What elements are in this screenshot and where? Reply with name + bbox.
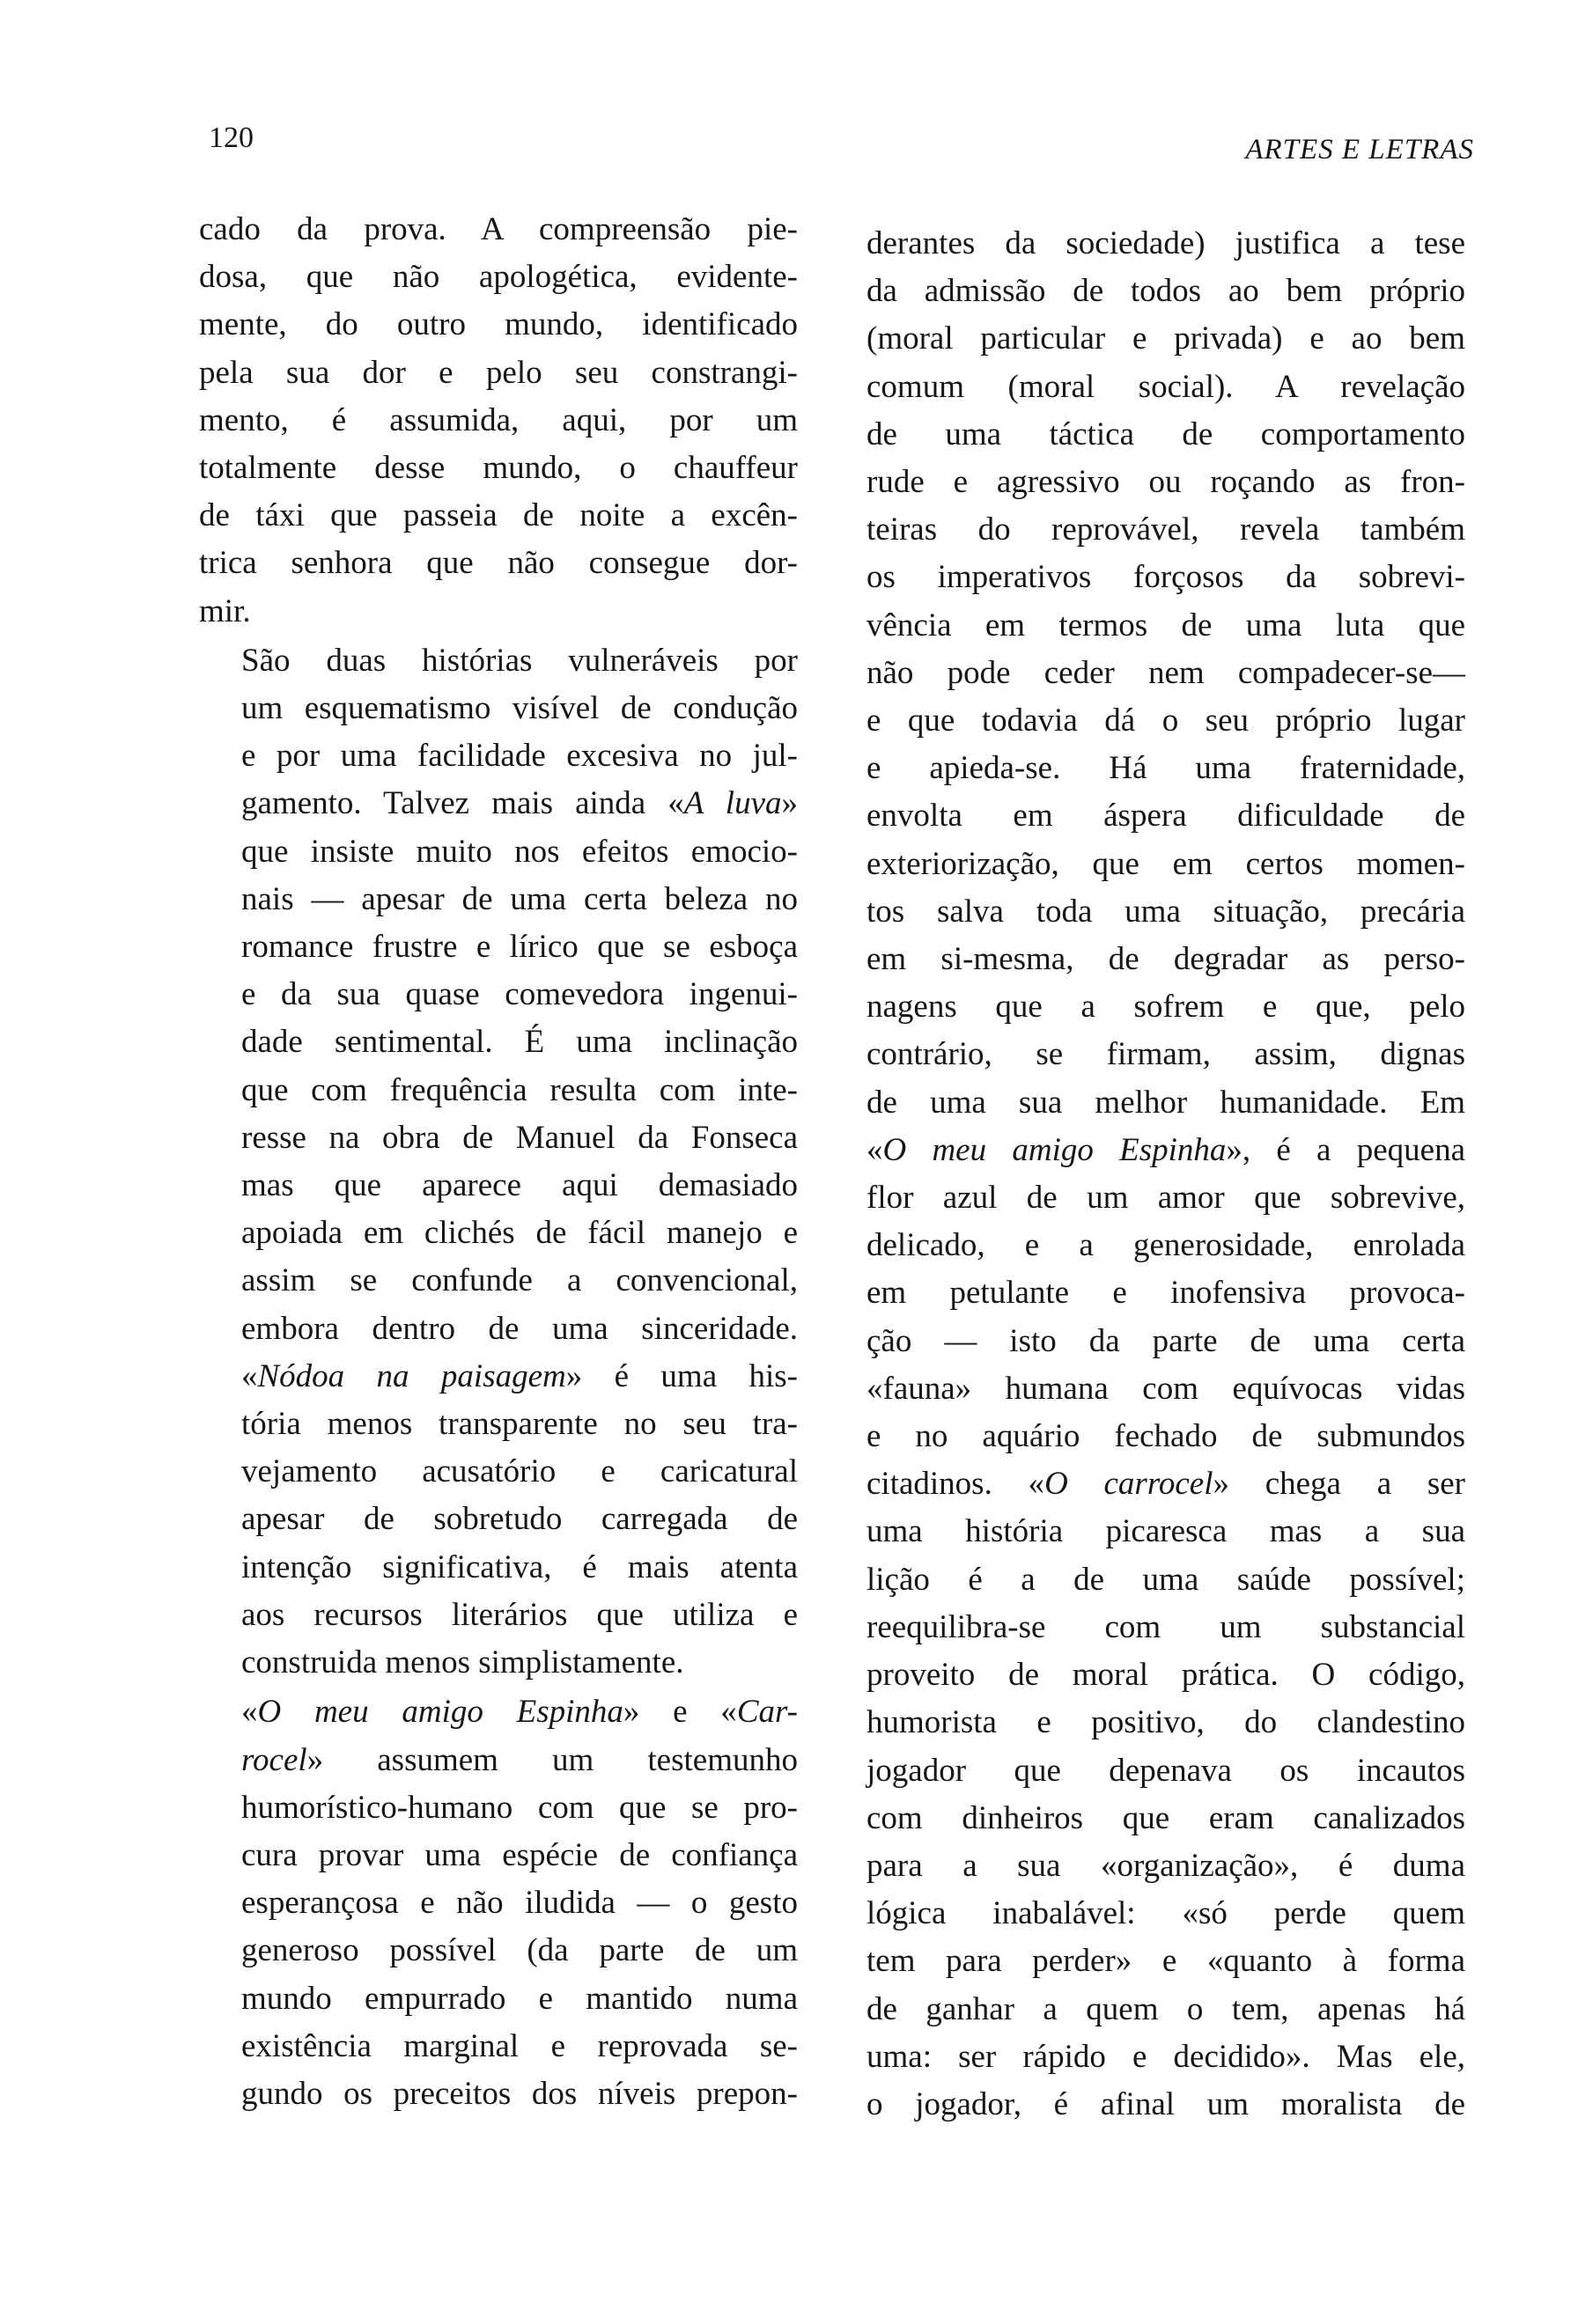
running-head: ARTES E LETRAS (1245, 134, 1474, 165)
text-line: lição é a de uma saúde possível; (866, 1561, 1465, 1598)
text-line: apoiada em clichés de fácil manejo e (241, 1215, 798, 1252)
text-line: de uma táctica de comportamento (866, 416, 1465, 452)
paragraph (199, 637, 798, 1687)
paragraph (199, 1688, 798, 2118)
text-line: tem para perder» e «quanto à forma (866, 1943, 1465, 1980)
text-line: e por uma facilidade excesiva no jul- (241, 738, 798, 775)
text-line: reequilibra-se com um substancial (866, 1608, 1465, 1645)
text-line: existência marginal e reprovada se- (241, 2027, 798, 2064)
text-line: delicado, e a generosidade, enrolada (866, 1227, 1465, 1264)
text-line: humorístico-humano com que se pro- (241, 1789, 798, 1826)
text-line: totalmente desse mundo, o chauffeur (199, 450, 798, 487)
text-line: «Nódoa na paisagem» é uma his- (241, 1357, 798, 1394)
text-line: mente, do outro mundo, identificado (199, 306, 798, 343)
text-line: flor azul de um amor que sobrevive, (866, 1180, 1465, 1217)
text-line: romance frustre e lírico que se esboça (241, 929, 798, 966)
text-line: tos salva toda uma situação, precária (866, 893, 1465, 930)
text-line: pela sua dor e pelo seu constrangi- (199, 354, 798, 391)
text-line: em si-mesma, de degradar as perso- (866, 941, 1465, 978)
text-line: da admissão de todos ao bem próprio (866, 273, 1465, 310)
text-line: intenção significativa, é mais atenta (241, 1548, 798, 1585)
text-line: mas que aparece aqui demasiado (241, 1167, 798, 1204)
text-line: (moral particular e privada) e ao bem (866, 320, 1465, 357)
text-line: aos recursos literários que utiliza e (241, 1596, 798, 1633)
text-line: teiras do reprovável, revela também (866, 511, 1465, 548)
text-line: cado da prova. A compreensão pie- (199, 211, 798, 247)
text-line: São duas histórias vulneráveis por (241, 642, 798, 679)
left-column (199, 206, 798, 2118)
text-line: mir. (199, 592, 251, 629)
text-line: rocel» assumem um testemunho (241, 1741, 798, 1778)
text-line: cura provar uma espécie de confiança (241, 1836, 798, 1873)
text-line: nagens que a sofrem e que, pelo (866, 989, 1465, 1026)
text-line: proveito de moral prática. O código, (866, 1657, 1465, 1694)
text-line: humorista e positivo, do clandestino (866, 1704, 1465, 1741)
paragraph (199, 206, 798, 636)
text-line: de ganhar a quem o tem, apenas há (866, 1990, 1465, 2027)
text-line: os imperativos forçosos da sobrevi- (866, 559, 1465, 596)
text-line: tória menos transparente no seu tra- (241, 1406, 798, 1443)
text-line: mundo empurrado e mantido numa (241, 1980, 798, 2017)
text-line: em petulante e inofensiva provoca- (866, 1275, 1465, 1312)
text-line: gamento. Talvez mais ainda «A luva» (241, 785, 798, 822)
text-line: e no aquário fechado de submundos (866, 1418, 1465, 1455)
text-line: de uma sua melhor humanidade. Em (866, 1084, 1465, 1121)
text-line: generoso possível (da parte de um (241, 1932, 798, 1969)
text-line: rude e agressivo ou roçando as fron- (866, 464, 1465, 501)
text-line: jogador que depenava os incautos (866, 1752, 1465, 1789)
text-line: com dinheiros que eram canalizados (866, 1799, 1465, 1836)
text-line: que com frequência resulta com inte- (241, 1071, 798, 1108)
text-line: uma história picaresca mas a sua (866, 1513, 1465, 1550)
text-line: lógica inabalável: «só perde quem (866, 1895, 1465, 1932)
text-line: de táxi que passeia de noite a excên- (199, 497, 798, 534)
text-line: um esquematismo visível de condução (241, 690, 798, 727)
text-line: e da sua quase comevedora ingenui- (241, 976, 798, 1013)
text-line: «fauna» humana com equívocas vidas (866, 1370, 1465, 1407)
text-line: gundo os preceitos dos níveis prepon- (241, 2075, 798, 2112)
text-line: citadinos. «O carrocel» chega a ser (866, 1466, 1465, 1503)
text-line: uma: ser rápido e decidido». Mas ele, (866, 2038, 1465, 2075)
text-line: ção — isto da parte de uma certa (866, 1322, 1465, 1359)
right-column (866, 220, 1465, 2129)
text-line: dosa, que não apologética, evidente- (199, 259, 798, 296)
text-line: contrário, se firmam, assim, dignas (866, 1036, 1465, 1073)
text-line: resse na obra de Manuel da Fonseca (241, 1119, 798, 1156)
text-line: «O meu amigo Espinha», é a pequena (866, 1131, 1465, 1168)
page-number: 120 (209, 121, 254, 154)
text-line: comum (moral social). A revelação (866, 368, 1465, 405)
text-line: envolta em áspera dificuldade de (866, 798, 1465, 835)
text-line: vejamento acusatório e caricatural (241, 1453, 798, 1490)
text-line: e apieda-se. Há uma fraternidade, (866, 750, 1465, 787)
text-line: exteriorização, que em certos momen- (866, 845, 1465, 882)
text-line: esperançosa e não iludida — o gesto (241, 1885, 798, 1922)
text-line: e que todavia dá o seu próprio lugar (866, 702, 1465, 739)
text-line: para a sua «organização», é duma (866, 1847, 1465, 1884)
text-line: embora dentro de uma sinceridade. (241, 1310, 798, 1347)
text-line: construida menos simplistamente. (241, 1644, 684, 1681)
text-line: vência em termos de uma luta que (866, 607, 1465, 644)
text-line: nais — apesar de uma certa beleza no (241, 880, 798, 917)
text-line: apesar de sobretudo carregada de (241, 1501, 798, 1538)
text-line: assim se confunde a convencional, (241, 1262, 798, 1299)
text-line: derantes da sociedade) justifica a tese (866, 225, 1465, 261)
text-line: que insiste muito nos efeitos emocio- (241, 833, 798, 870)
text-line: «O meu amigo Espinha» e «Car- (241, 1694, 798, 1731)
paragraph (866, 220, 1465, 2129)
text-line: o jogador, é afinal um moralista de (866, 2085, 1465, 2122)
text-line: trica senhora que não consegue dor- (199, 545, 798, 582)
text-line: não pode ceder nem compadecer-se— (866, 654, 1465, 691)
text-line: mento, é assumida, aqui, por um (199, 401, 798, 438)
text-line: dade sentimental. É uma inclinação (241, 1024, 798, 1061)
